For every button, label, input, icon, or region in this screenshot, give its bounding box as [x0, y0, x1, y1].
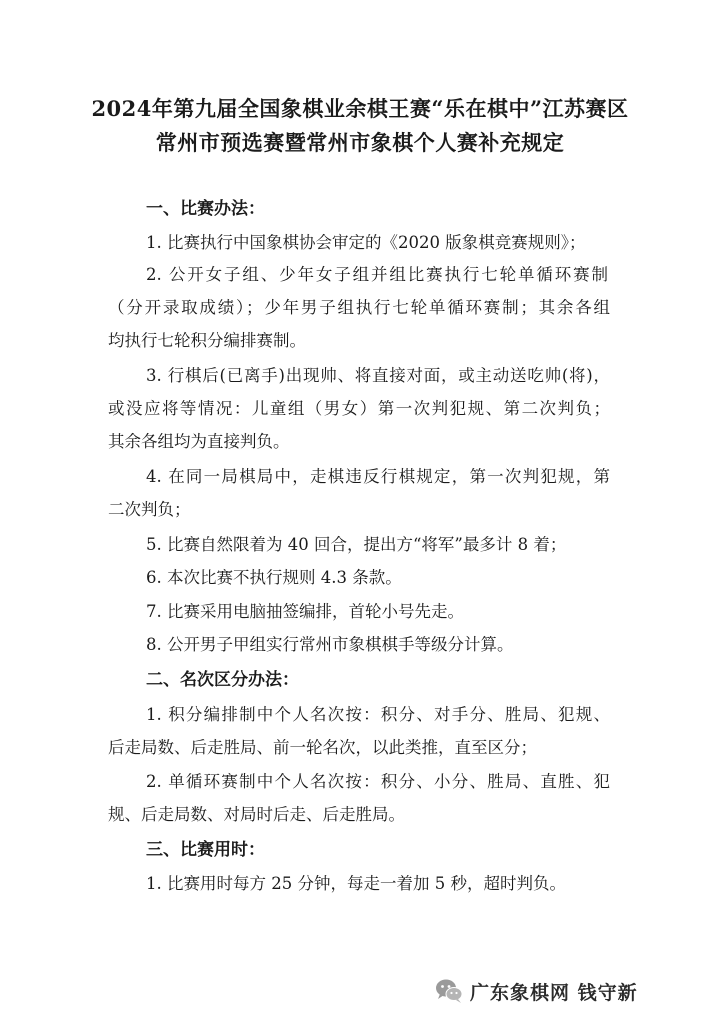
section-2-item-1-line-2: 后走局数、后走胜局、前一轮名次，以此类推，直至区分；: [108, 738, 537, 757]
section-1-item-3-line-2: 或没应将等情况：儿童组（男女）第一次判犯规、第二次判负；: [108, 399, 610, 418]
section-2-item-1-line-1: 1. 积分编排制中个人名次按：积分、对手分、胜局、犯规、: [146, 705, 610, 724]
section-1-heading: 一、比赛办法：: [146, 199, 265, 219]
wechat-icon: [434, 976, 464, 1006]
section-1-item-3-line-3: 其余各组均为直接判负。: [108, 432, 290, 451]
section-3-item-1: 1. 比赛用时每方 25 分钟，每走一着加 5 秒，超时判负。: [146, 874, 566, 893]
section-1-item-4-line-1: 4. 在同一局棋局中，走棋违反行棋规定，第一次判犯规，第: [146, 467, 610, 486]
section-1-item-5: 5. 比赛自然限着为 40 回合，提出方“将军”最多计 8 着；: [146, 535, 567, 554]
section-2-heading: 二、名次区分办法：: [146, 670, 299, 690]
section-1-item-8: 8. 公开男子甲组实行常州市象棋棋手等级分计算。: [146, 635, 514, 654]
section-3-heading: 三、比赛用时：: [146, 840, 265, 860]
section-1-item-2-line-2: （分开录取成绩）；少年男子组执行七轮单循环赛制；其余各组: [108, 298, 610, 317]
section-2-item-2-line-1: 2. 单循环赛制中个人名次按：积分、小分、胜局、直胜、犯: [146, 772, 610, 791]
section-1-item-1: 1. 比赛执行中国象棋协会审定的《2020 版象棋竞赛规则》；: [146, 233, 586, 252]
section-2-item-2-line-2: 规、后走局数、对局时后走、后走胜局。: [108, 805, 405, 824]
document-title-line-2: 常州市预选赛暨常州市象棋个人赛补充规定: [155, 130, 565, 155]
watermark: [434, 974, 694, 1008]
document-title-line-1: 2024年第九届全国象棋业余棋王赛“乐在棋中”江苏赛区: [91, 96, 629, 121]
watermark-text: 广东象棋网 钱守新: [470, 981, 638, 1004]
section-1-item-6: 6. 本次比赛不执行规则 4.3 条款。: [146, 568, 402, 587]
section-1-item-2-line-3: 均执行七轮积分编排赛制。: [108, 331, 306, 350]
section-1-item-3-line-1: 3. 行棋后(已离手)出现帅、将直接对面，或主动送吃帅(将)，: [146, 366, 610, 385]
section-1-item-2-line-1: 2. 公开女子组、少年女子组并组比赛执行七轮单循环赛制: [146, 265, 608, 284]
section-1-item-7: 7. 比赛采用电脑抽签编排，首轮小号先走。: [146, 602, 464, 621]
section-1-item-4-line-2: 二次判负；: [108, 500, 191, 519]
